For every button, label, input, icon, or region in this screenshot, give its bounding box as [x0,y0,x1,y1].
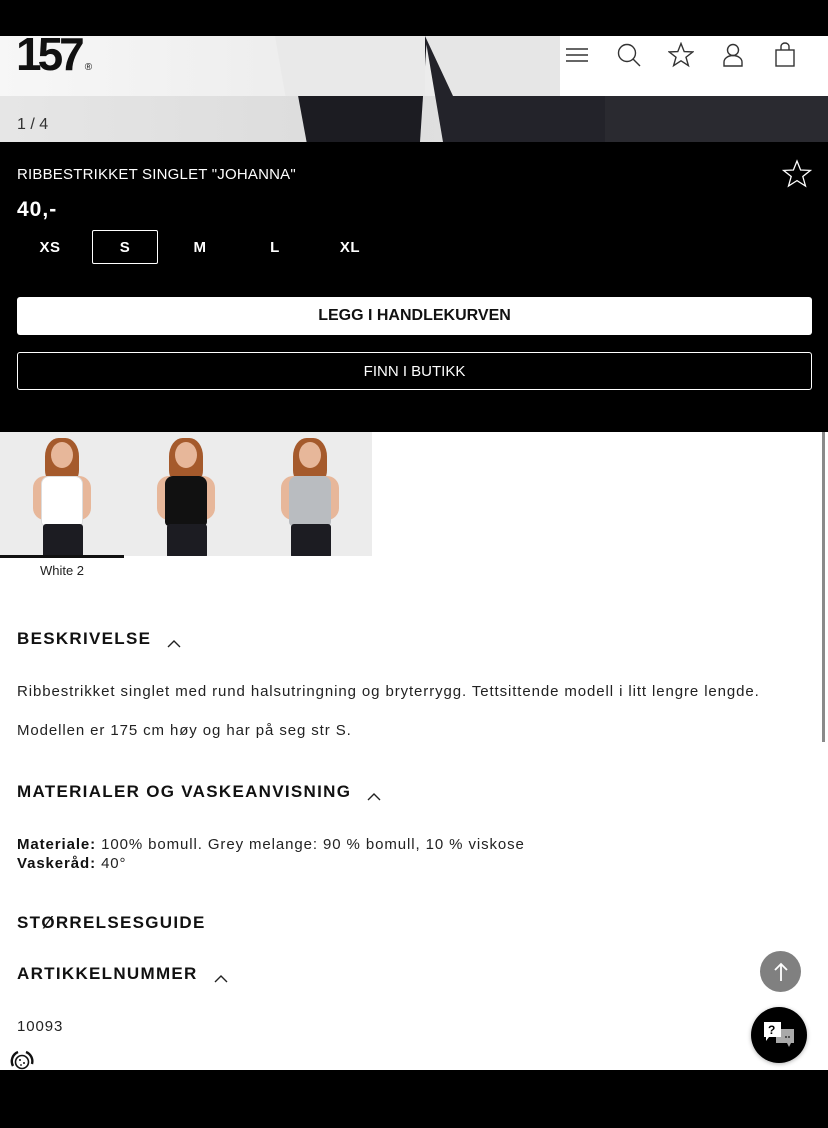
size-option-m[interactable]: M [193,238,207,256]
arrow-up-icon [772,962,790,982]
model-figure [275,438,345,556]
model-figure [151,438,221,556]
chevron-up-icon [214,969,228,979]
size-option-xl[interactable]: XL [339,238,361,256]
material-label: Materiale: [17,836,97,853]
account-button[interactable] [718,40,748,70]
description-toggle[interactable] [17,629,181,649]
hero-leg-left-top [275,36,425,96]
cookie-settings-button[interactable] [8,1048,36,1070]
find-in-store-button[interactable]: FINN I BUTIKK [17,352,812,390]
search-button[interactable] [614,40,644,70]
chat-help-button[interactable] [751,1007,807,1063]
size-option-xs[interactable]: XS [39,238,61,256]
product-details [0,432,828,1070]
article-number-toggle[interactable] [17,964,228,984]
cookie-settings-icon [8,1048,36,1070]
header-actions [562,40,800,70]
color-variants [0,432,372,556]
menu-button[interactable] [562,40,592,70]
cart-button[interactable] [770,40,800,70]
menu-icon [564,42,590,68]
page-scrollbar[interactable] [822,432,825,742]
gallery-counter: 1 / 4 [17,116,49,133]
size-option-s[interactable]: S [92,230,158,264]
chevron-up-icon [367,787,381,797]
size-option-l[interactable]: L [270,238,280,256]
bottom-bar [0,1070,828,1128]
product-panel [0,142,828,432]
materials-toggle[interactable] [17,782,381,802]
favorites-button[interactable] [666,40,696,70]
wash-label: Vaskeråd: [17,855,96,872]
product-price: 40,- [17,198,58,221]
bag-icon [772,42,798,68]
chat-help-icon [762,1020,796,1050]
add-to-favorites-button[interactable] [782,159,812,189]
logo-registered-mark: ® [84,62,93,73]
user-icon [720,42,746,68]
add-to-cart-button[interactable]: LEGG I HANDLEKURVEN [17,297,812,335]
star-icon [668,42,694,68]
material-value: 100% bomull. Grey melange: 90 % bomull, 10 % viskose [101,836,525,853]
selected-color-label: White 2 [39,563,85,578]
model-figure [27,438,97,556]
product-title: RIBBESTRIKKET SINGLET "JOHANNA" [17,166,296,183]
hero-shadow [600,96,828,142]
description-text: Ribbestrikket singlet med rund halsutringning og bryterrygg. Tettsittende modell i litt lengre lengde. [17,683,760,700]
star-icon [782,159,812,189]
material-line [17,836,525,853]
color-variant-black[interactable] [124,432,248,556]
article-number-heading: ARTIKKELNUMMER [17,964,198,983]
logo-text: 157 [16,28,81,80]
wash-line [17,855,126,872]
svg-text:?: ? [768,1023,776,1037]
status-bar [0,0,828,36]
brand-logo[interactable] [16,30,92,92]
article-number-value: 10093 [17,1018,64,1035]
size-guide-heading: STØRRELSESGUIDE [17,913,206,932]
wash-value: 40° [101,855,127,872]
color-variant-grey[interactable] [248,432,372,556]
scroll-to-top-button[interactable] [760,951,801,992]
materials-heading: MATERIALER OG VASKEANVISNING [17,782,352,801]
chevron-up-icon [167,634,181,644]
size-selector [17,230,383,264]
model-info-text: Modellen er 175 cm høy og har på seg str S. [17,722,352,739]
size-guide-link[interactable] [17,913,206,933]
color-variant-white[interactable] [0,432,124,556]
search-icon [616,42,642,68]
description-heading: BESKRIVELSE [17,629,152,648]
selected-color-indicator [0,555,124,558]
